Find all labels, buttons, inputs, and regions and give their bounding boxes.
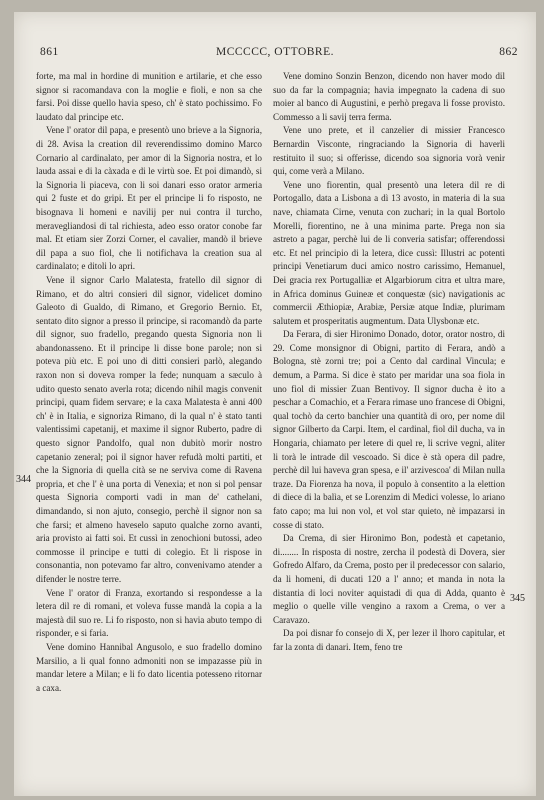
paragraph: Vene l' orator dil papa, e presentò uno brieve a la Signoria, di 28. Avisa la creation dil reverendissimo domino Marco Cornario al cardinalato, per amor di la Signoria nostra, et lo lauda assai e di la càxada e di le virtù soe. Et poi dimandò, si la Signoria li piaceva, con li soi danari esso orator armeria qui 2 fuste et do gripi. Et per el principe li fo risposto, ne bisognava li homeni e navilij per nui contra il turcho, meravegliandosi di tal richiesta, adeo esso orator conobe far mal. Et etiam sier Zorzi Corner, el cavalier, mandò il brieve dil papa a suo fiol, che li notifichava la creation sua al cardinalato; e ditoli lo apri.	[36, 125, 262, 272]
margin-number-right: 345	[510, 593, 525, 604]
paragraph: Vene domino Hannibal Angusolo, e suo fradello domino Marsilio, a li qual fonno admoniti non se impazasse più in mandar letere a Milan; e li fo dato licentia potesseno ritornar a caxa.	[36, 641, 262, 693]
running-title: MCCCCC, OTTOBRE.	[215, 46, 335, 58]
page-number-right: 862	[499, 46, 518, 58]
paragraph: Da Ferara, di sier Hironimo Donado, dotor, orator nostro, di 29. Come monsignor di Obigni, partito di Ferara, andò a Bologna, stè zorni tre; poi a Cento dal cardinal Vincula; e demum, a Parma. Si dice è stato per maridar una soa fiola in uno fiol di missier Zuan Bentivoy. Il signor ducha è ito a peschar a Comachio, et a Ferara rimase uno francese di Obigni, qual tochò da certo banchier una quantità di oro, per nome dil signor Gilberto da Carpi. Item, el cardinal, fiol dil ducha, va in Hongaria, chiamato per letere di quel re, li scrive vegni, aliter li torà le intrade dil vescoado. Si dice è stà opera dil padre, perchè dil lui haveva gran spesa, e il' arzivescoa' di Milan nulla traze. Da Fiorenza ha nova, il populo à consentito a la elettion di diece di la balìa, et se Lorenzim di Medici volesse, lo ariano fato capo; ma lui non vol, et vol star quieto, nè impazarsi in cosse di stato.	[273, 329, 505, 530]
paragraph: Vene l' orator di Franza, exortando si respondesse a la letera dil re di romani, et voleva fusse mandà la copia a la majestà dil suo re. Li fo risposto, non si havia abuto tempo di risponder, e si faria.	[36, 587, 262, 639]
paragraph: forte, ma mal in hordine di munition e artilarie, et che esso signor si racomandava con la moglie e fioli, e non sa che farsi. Poi disse quello havia speso, ch' è stato pochissimo. Fo laudato dal principe etc.	[36, 71, 262, 122]
paragraph: Da Crema, di sier Hironimo Bon, podestà et capetanio, di........ In risposta di nostre, zercha il podestà di Dovera, sier Gofredo Alfaro, da Crema, posto per il predecessor con salario, da li homeni, di ducati 120 a l' anno; et manda in nota la distantia di loci noviter aquistadi di qua di Adda, quanto è meglio o quelle ville vengino a raxom a Crema, o ver a Caravazo.	[273, 533, 505, 625]
paragraph: Vene uno fiorentin, qual presentò una letera dil re di Portogallo, data a Lisbona a dì 13 avosto, in materia di la sua nave, chiamata Cirne, venuta con zuchari; in la qual Bortolo Morelli, fiorentino, ne à una minima parte. Prega non sia astreto a pagar, perchè lui de li converia satisfar; offerendossi etc. Et nel principio di la letera, dice cussì: Illustri ac potenti principi Venetiarum duci amico nostro carissimo, Hemanuel, Dei gracia rex Portugalliæ et Algarbiorum citra et ultra mare, in Africa dominus Guineæ et conquestæ (sic) navigationis ac commercii Æthiopiæ, Arabiæ, Persiæ atque Indiæ, plurimam salutem et prosperitatis augmentum. Data Ulysbonæ etc.	[273, 179, 505, 326]
paragraph: Vene domino Sonzin Benzon, dicendo non haver modo dil suo da far la compagnia; havia impegnato la cadena di suo moier al banco di Augustini, e perhò pregava li fosse provisto. Commesso a li savij terra ferma.	[273, 71, 505, 122]
margin-number-left: 344	[16, 474, 31, 485]
document-page	[14, 12, 536, 796]
page-header	[14, 46, 536, 66]
paragraph: Vene uno prete, et il canzelier di missier Francesco Bernardin Visconte, ringraciando la Signoria di haverli restituito il suo; si offerisse, dicendo soa signoria vorà venir qui, come verà a Milano.	[273, 125, 505, 177]
left-column	[36, 70, 262, 790]
right-column	[273, 70, 505, 790]
paragraph: Da poi disnar fo consejo di X, per lezer il lhoro capitular, et far la zonta di danari. Item, feno tre	[273, 628, 505, 652]
paragraph: Vene il signor Carlo Malatesta, fratello dil signor di Rimano, et do altri consieri dil signor, videlicet domino Galeoto di Gualdo, di Rimano, et Gregorio Bernio. Et, sentato dito signor a presso il principe, si racomandò da parte dil signor, suo fradello, pregando questa Signoria non li abandonasseno. Et il principe li disse bone parole; non si poteva più etc. E poi uno di ditti consieri parlò, alegando raxon non si doveva romper la fede; nunquam a sæculo à udito questo senato averla rota; dicendo nihil magis convenit principi, quam fidem servare; e la caxa Malatesta è anni 400 ch' è in Italia, e signoriza Rimano, di la qual n' è stato tanti valentissimi capetanij, et maxime il signor Ruberto, padre di questo signor Pandolfo, qual non dubitò morir nostro capetanio zeneral; poi il signor haver refudà molti partiti, et che la Signoria di quella cità se ne serviva come di Ravena propria, et che l' è una porta di Venexia; et non si pol pensar questa Signoria comporti vadi in man de' cathelani, dimandando, si non ajuto, consegio, perchè il signor non sa che farsi; et almeno haveselo saputo qualche zorno avanti, aria provisto ai fatti soi. Et cussì in zenochioni butossi, adeo commosse il principe e tutti di colegio. Et li rispose in consonantia, non potevamo far altro, convenivamo atender a difender le nostre terre.	[36, 274, 262, 584]
page-number-left: 861	[40, 46, 59, 58]
